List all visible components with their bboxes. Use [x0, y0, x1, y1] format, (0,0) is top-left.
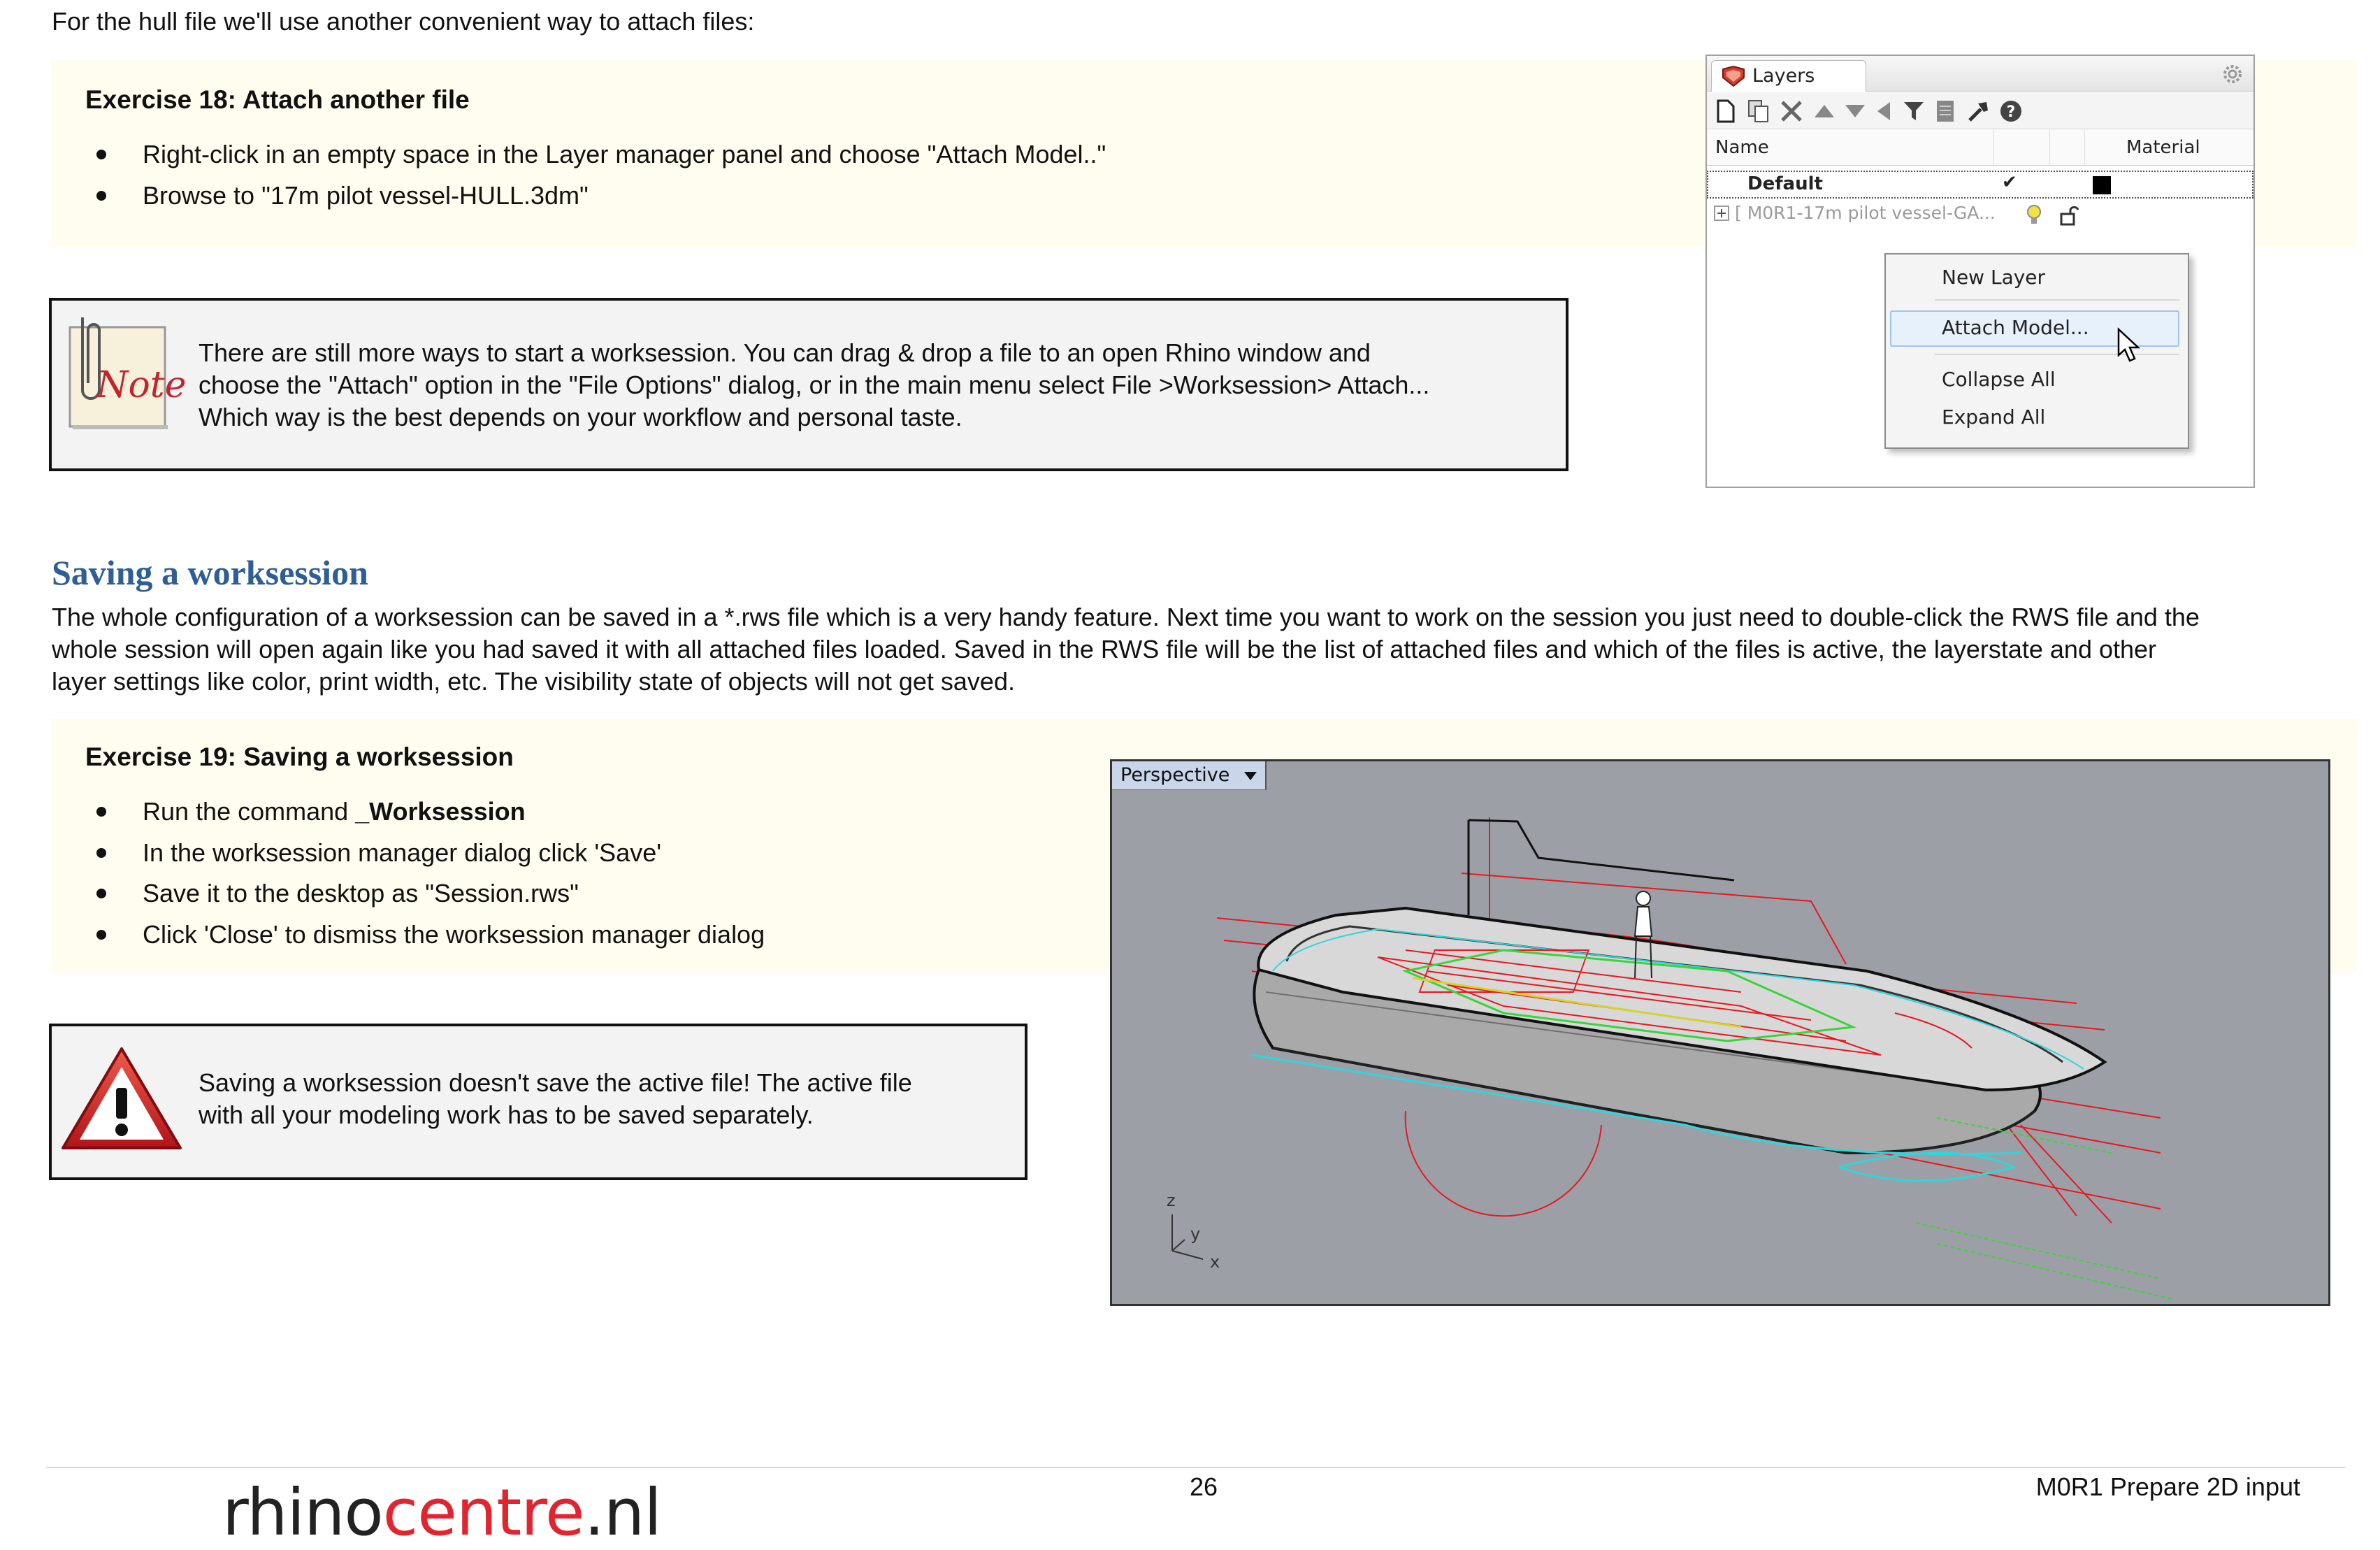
layer-row-default[interactable] [1707, 171, 2253, 199]
move-left-icon[interactable] [1875, 101, 1893, 122]
note-icon-text: Note [96, 364, 187, 406]
list-item [92, 791, 765, 833]
move-down-icon[interactable] [1844, 102, 1866, 120]
move-up-icon[interactable] [1813, 102, 1836, 120]
layer-name: [ M0R1-17m pilot vessel-GA... [1735, 203, 1996, 223]
paragraph-line: whole session will open again like you had saved it with all attached files loaded. Saved in the RWS file will be the list of attached files and which of the files is active, the layerstate and other [52, 635, 2157, 663]
exercise-19-title: Exercise 19: Saving a worksession [85, 742, 514, 771]
warning-box [49, 1024, 1027, 1180]
section-heading: Saving a worksession [52, 553, 368, 592]
layers-icon [1720, 65, 1747, 89]
current-layer-check: ✔ [2002, 172, 2017, 193]
layers-tab-label: Layers [1752, 65, 1815, 87]
rhinocentre-logo[interactable] [222, 1475, 661, 1550]
logo-part: rhino [222, 1475, 383, 1550]
layer-row-attached[interactable] [1707, 201, 2253, 229]
note-icon [64, 313, 187, 432]
new-layer-icon[interactable] [1715, 99, 1736, 123]
layer-name: Default [1747, 173, 1823, 194]
footer-divider [46, 1467, 2346, 1468]
exercise-18-list [92, 134, 1106, 216]
help-icon[interactable] [1999, 99, 2023, 123]
note-box [49, 298, 1568, 471]
document-title: M0R1 Prepare 2D input [2035, 1472, 2300, 1501]
unlock-icon[interactable] [2059, 204, 2079, 227]
list-item: In the worksession manager dialog click 'Save' [92, 833, 765, 874]
layers-panel [1705, 55, 2255, 488]
note-line: There are still more ways to start a worksession. You can drag & drop a file to an open Rhino window and [199, 338, 1371, 367]
list-item: Click 'Close' to dismiss the worksession manager dialog [92, 914, 765, 956]
command-name: _Worksession [355, 797, 526, 826]
page-number: 26 [1190, 1472, 1218, 1501]
paragraph-line: The whole configuration of a worksession can be saved in a *.rws file which is a very handy feature. Next time you want to work on the session you just need to double-click the RWS file and the [52, 603, 2200, 631]
expand-icon[interactable] [1714, 206, 1729, 221]
note-line: choose the "Attach" option in the "File Options" dialog, or in the main menu select File >Worksession> Attach... [199, 371, 1430, 399]
copy-layer-icon[interactable] [1747, 99, 1770, 123]
warning-line: with all your modeling work has to be saved separately. [199, 1100, 814, 1129]
menu-item-expand-all[interactable]: Expand All [1942, 406, 2046, 429]
list-item: Save it to the desktop as "Session.rws" [92, 873, 765, 914]
list-item: Browse to "17m pilot vessel-HULL.3dm" [92, 175, 1106, 217]
boat-model-drawing [1112, 761, 2328, 1304]
logo-part: .nl [584, 1475, 661, 1550]
axis-x-label: x [1210, 1252, 1220, 1272]
sheet-icon[interactable] [1935, 99, 1956, 123]
layers-tabbar [1707, 56, 2253, 92]
list-item-text: Run the command [143, 797, 356, 826]
layers-column-header [1707, 130, 2253, 166]
gear-icon[interactable] [2221, 63, 2244, 85]
axis-z-label: z [1167, 1191, 1176, 1210]
paragraph-line: layer settings like color, print width, etc. The visibility state of objects will not get saved. [52, 667, 1015, 696]
section-paragraph [52, 601, 2200, 698]
warning-icon [59, 1045, 185, 1154]
viewport-label-text: Perspective [1120, 764, 1230, 786]
column-name: Name [1715, 137, 1769, 158]
layers-tab[interactable] [1711, 60, 1866, 92]
list-item: Right-click in an empty space in the Layer manager panel and choose "Attach Model.." [92, 134, 1106, 175]
warning-line: Saving a worksession doesn't save the active file! The active file [199, 1068, 912, 1097]
menu-item-collapse-all[interactable]: Collapse All [1942, 368, 2056, 391]
filter-icon[interactable] [1903, 99, 1925, 123]
warning-text [199, 1067, 912, 1131]
menu-item-attach-model[interactable]: Attach Model... [1942, 316, 2089, 339]
delete-icon[interactable] [1780, 99, 1803, 123]
mouse-cursor-icon [2116, 327, 2142, 364]
layer-color-swatch[interactable] [2093, 176, 2111, 194]
svg-text:?: ? [2006, 103, 2016, 121]
axis-y-label: y [1190, 1224, 1201, 1244]
note-line: Which way is the best depends on your workflow and personal taste. [199, 403, 962, 431]
exercise-18-title: Exercise 18: Attach another file [85, 85, 470, 114]
tools-icon[interactable] [1967, 99, 1991, 123]
context-menu [1884, 253, 2189, 449]
note-text [199, 337, 1429, 433]
exercise-19-list [92, 791, 765, 955]
intro-text: For the hull file we'll use another convenient way to attach files: [52, 7, 755, 36]
menu-item-new-layer[interactable]: New Layer [1942, 266, 2046, 289]
column-material: Material [2126, 137, 2200, 158]
perspective-viewport [1110, 759, 2330, 1306]
logo-part: centre [382, 1475, 584, 1550]
lightbulb-icon[interactable] [2026, 204, 2042, 227]
layers-toolbar [1707, 92, 2253, 129]
